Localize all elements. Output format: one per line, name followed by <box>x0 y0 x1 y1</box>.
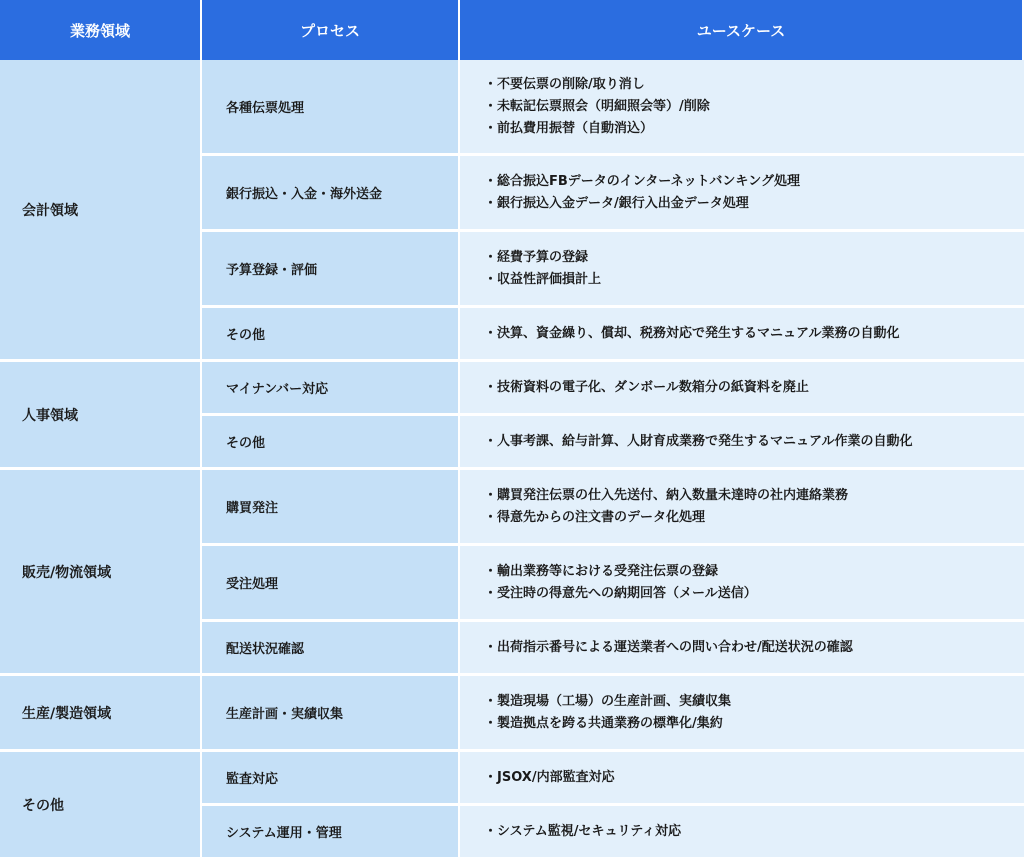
use-case-item: ・ 人事考課、給与計算、人財育成業務で発生するマニュアル作業の自動化 <box>484 431 1024 453</box>
process-cell: その他 <box>202 308 460 362</box>
process-cell: システム運用・管理 <box>202 806 460 860</box>
area-production: 生産/製造領域 <box>0 676 202 752</box>
use-case-item: ・ 収益性評価損計上 <box>484 269 1024 291</box>
process-cell: 生産計画・実績収集 <box>202 676 460 752</box>
process-cell: 銀行振込・入金・海外送金 <box>202 156 460 232</box>
use-case-item: ・ 輸出業務等における受発注伝票の登録 <box>484 561 1024 583</box>
area-sales-logistics: 販売/物流領域 <box>0 470 202 676</box>
use-case-cell <box>460 362 1024 416</box>
process-cell: その他 <box>202 416 460 470</box>
use-case-cell <box>460 806 1024 860</box>
use-case-item: ・ 経費予算の登録 <box>484 247 1024 269</box>
use-case-item: ・ 受注時の得意先への納期回答（メール送信） <box>484 583 1024 605</box>
header-process: プロセス <box>202 0 460 60</box>
process-cell: 受注処理 <box>202 546 460 622</box>
use-case-item: ・ 未転記伝票照会（明細照会等）/削除 <box>484 96 1024 118</box>
use-case-cell <box>460 232 1024 308</box>
header-use-case: ユースケース <box>460 0 1024 60</box>
use-case-cell <box>460 416 1024 470</box>
process-cell: マイナンバー対応 <box>202 362 460 416</box>
use-case-item: ・ 不要伝票の削除/取り消し <box>484 74 1024 96</box>
use-case-cell <box>460 676 1024 752</box>
use-case-cell <box>460 752 1024 806</box>
use-case-item: ・ 総合振込FBデータのインターネットバンキング処理 <box>484 171 1024 193</box>
use-case-cell <box>460 308 1024 362</box>
use-case-item: ・ 技術資料の電子化、ダンボール数箱分の紙資料を廃止 <box>484 377 1024 399</box>
header-business-area: 業務領域 <box>0 0 202 60</box>
process-cell: 監査対応 <box>202 752 460 806</box>
process-cell: 配送状況確認 <box>202 622 460 676</box>
use-case-item: ・ 決算、資金繰り、償却、税務対応で発生するマニュアル業務の自動化 <box>484 323 1024 345</box>
use-case-cell <box>460 60 1024 156</box>
use-case-item: ・ JSOX/内部監査対応 <box>484 767 1024 789</box>
process-cell: 各種伝票処理 <box>202 60 460 156</box>
use-case-item: ・ 前払費用振替（自動消込） <box>484 118 1024 140</box>
area-other: その他 <box>0 752 202 860</box>
use-case-item: ・ 製造現場（工場）の生産計画、実績収集 <box>484 691 1024 713</box>
area-hr: 人事領域 <box>0 362 202 470</box>
use-case-item: ・ 得意先からの注文書のデータ化処理 <box>484 507 1024 529</box>
use-case-cell <box>460 546 1024 622</box>
use-case-item: ・ 購買発注伝票の仕入先送付、納入数量未達時の社内連絡業務 <box>484 485 1024 507</box>
use-case-cell <box>460 470 1024 546</box>
use-case-cell <box>460 156 1024 232</box>
use-case-item: ・ 製造拠点を跨る共通業務の標準化/集約 <box>484 713 1024 735</box>
process-cell: 購買発注 <box>202 470 460 546</box>
use-case-item: ・ システム監視/セキュリティ対応 <box>484 821 1024 843</box>
area-accounting: 会計領域 <box>0 60 202 362</box>
use-case-item: ・ 出荷指示番号による運送業者への問い合わせ/配送状況の確認 <box>484 637 1024 659</box>
use-case-item: ・ 銀行振込入金データ/銀行入出金データ処理 <box>484 193 1024 215</box>
use-case-cell <box>460 622 1024 676</box>
process-cell: 予算登録・評価 <box>202 232 460 308</box>
